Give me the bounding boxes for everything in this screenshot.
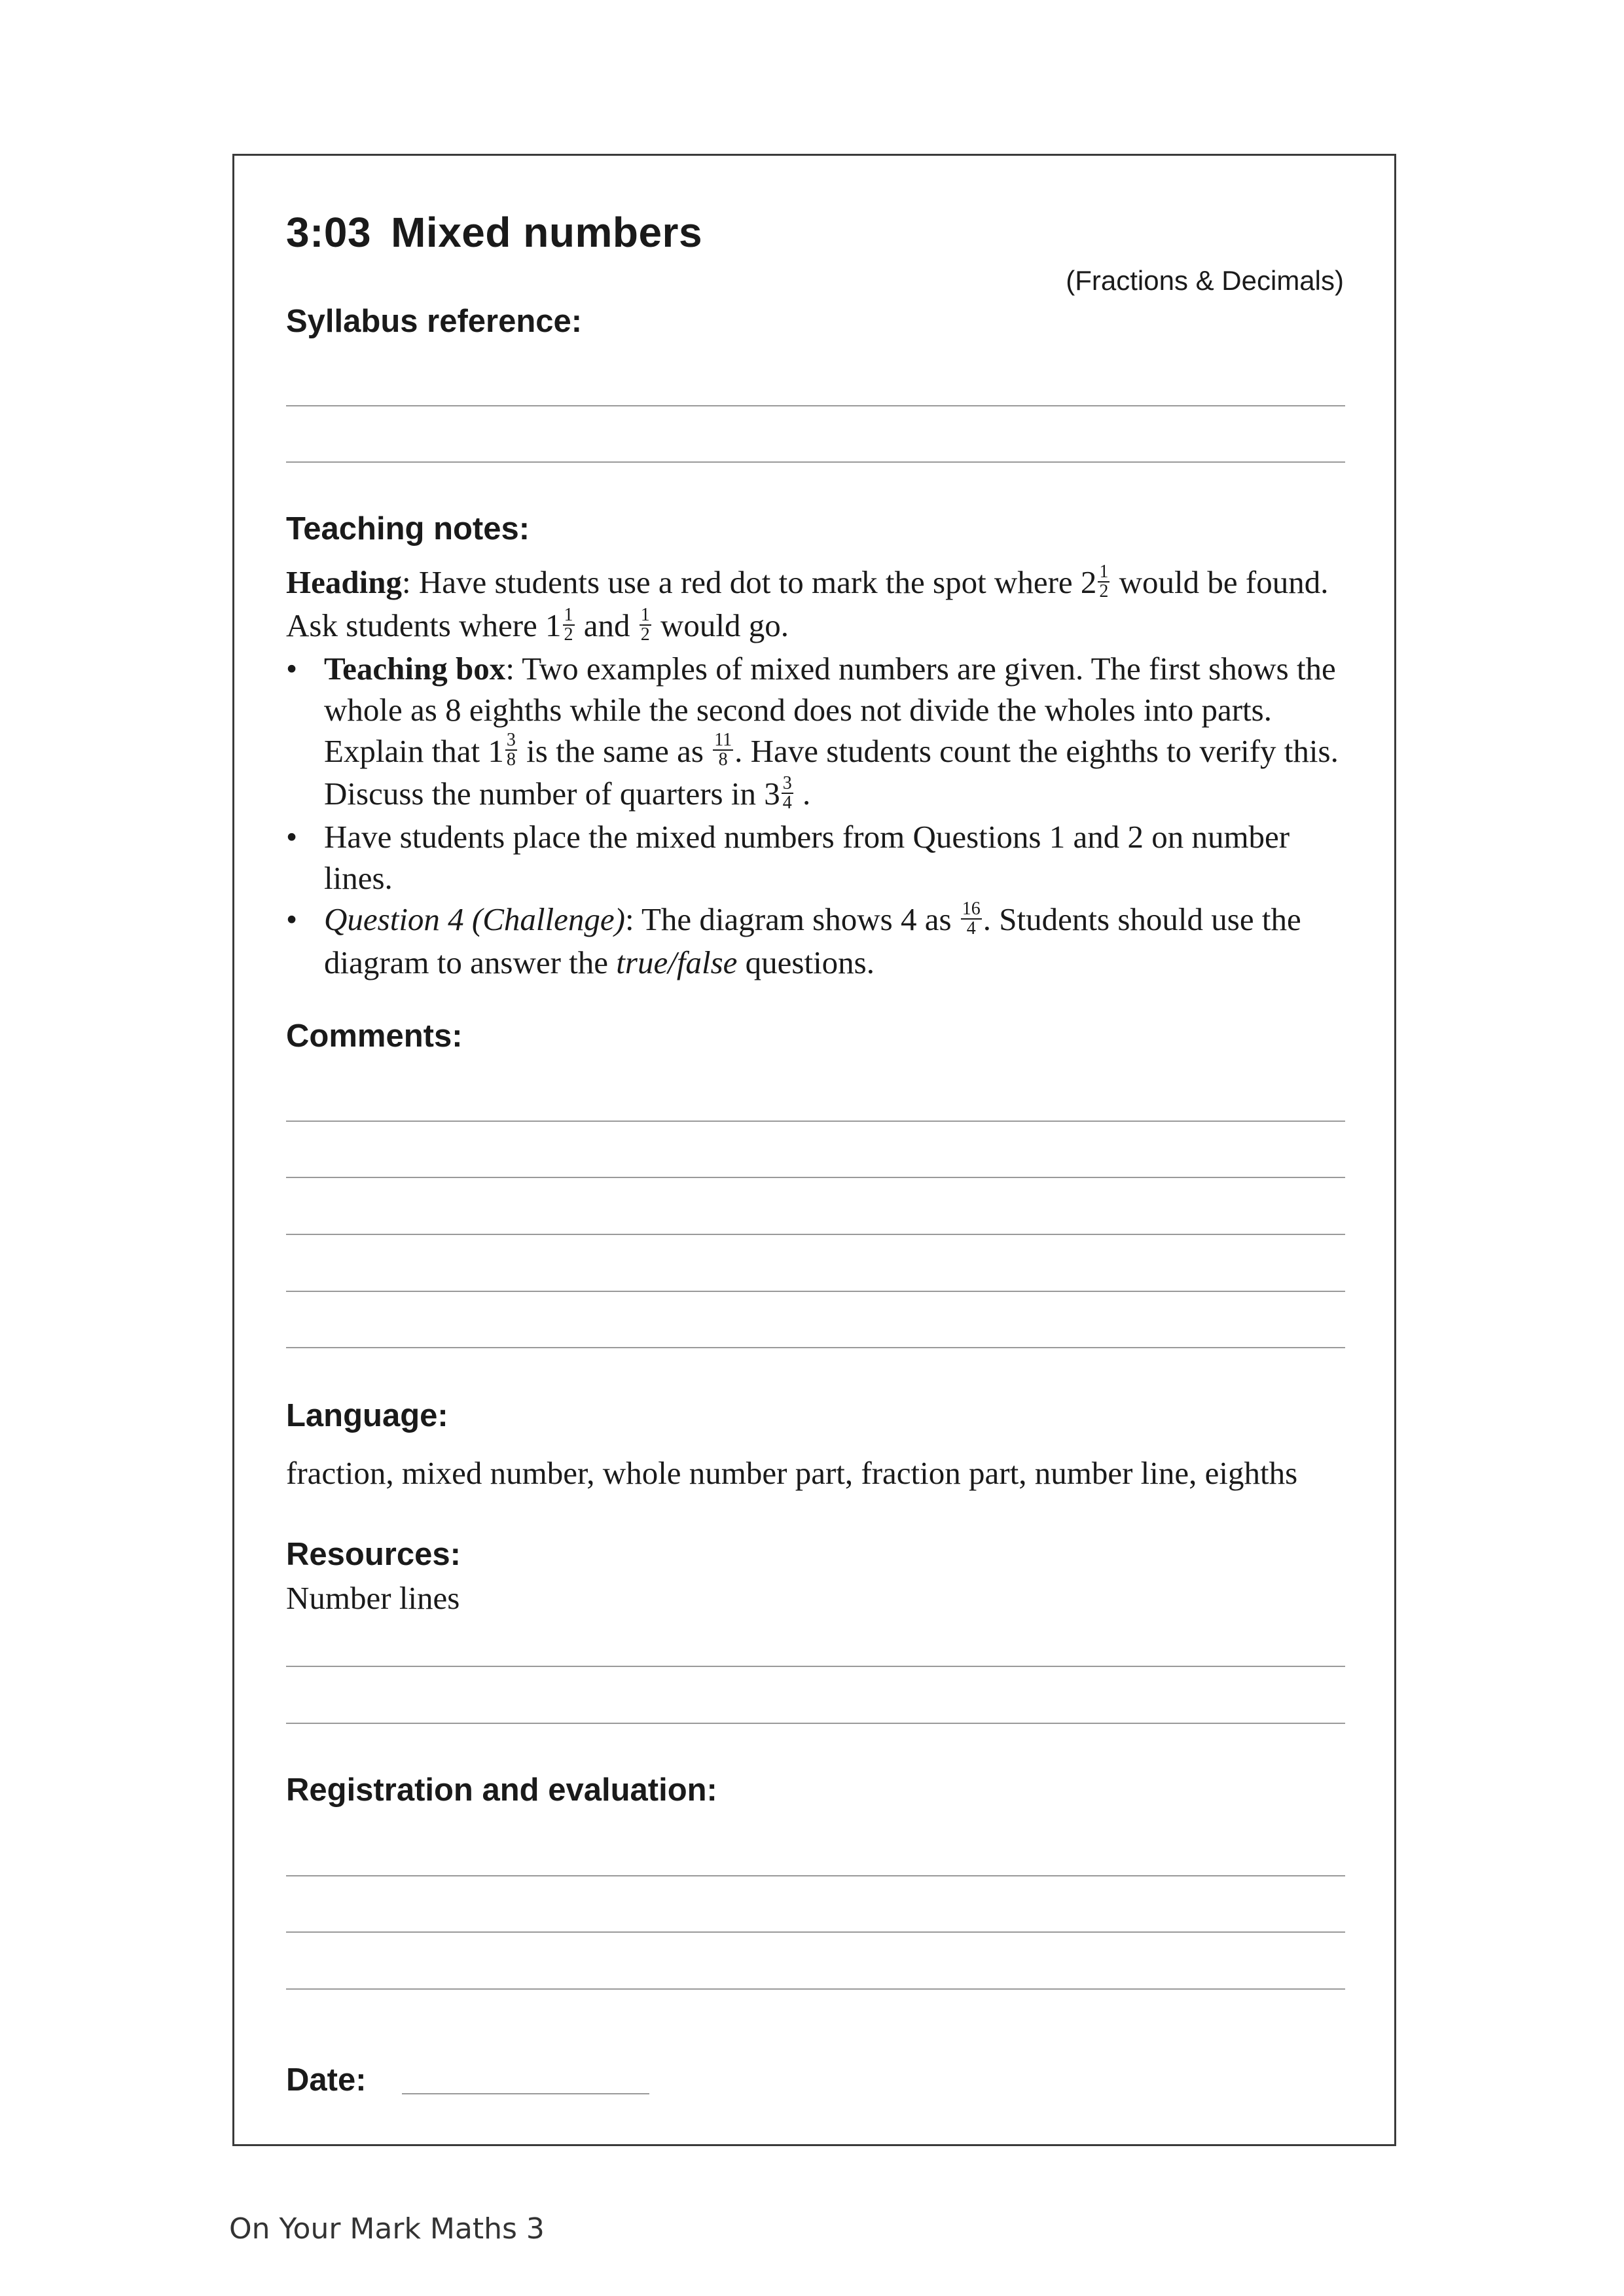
resources-line-1[interactable] <box>286 1666 1345 1667</box>
numerator: 16 <box>962 898 981 919</box>
teaching-notes-heading: Teaching notes: <box>286 511 530 547</box>
bullet-icon: • <box>286 819 298 855</box>
language-text: fraction, mixed number, whole number part, fraction part, number line, eighths <box>286 1455 1298 1491</box>
notes-text: is the same as <box>518 732 712 769</box>
true-false-italic: true/false <box>616 944 738 980</box>
notes-text: would go. <box>652 607 789 643</box>
fraction-three-eighths <box>505 731 517 769</box>
syllabus-line-2[interactable] <box>286 461 1345 463</box>
fraction-eleven-eighths <box>713 731 733 769</box>
date-line[interactable] <box>402 2093 649 2094</box>
notes-text: . Students should use the diagram to answer the <box>324 901 1301 980</box>
notes-text: : Have students use a red dot to mark the spot where 2 <box>401 564 1097 600</box>
denominator: 8 <box>506 749 516 770</box>
denominator: 2 <box>564 624 573 645</box>
numerator: 1 <box>640 604 650 625</box>
notes-text: Have students place the mixed numbers from Questions 1 and 2 on number lines. <box>324 819 1290 896</box>
numerator: 1 <box>564 604 573 625</box>
question-4-label: Question 4 (Challenge) <box>324 901 625 937</box>
syllabus-heading: Syllabus reference: <box>286 304 583 339</box>
list-item <box>286 648 1360 817</box>
list-item <box>286 899 1360 983</box>
notes-heading-label: Heading <box>286 564 402 600</box>
page-frame <box>232 154 1396 2146</box>
title-text: Mixed numbers <box>391 209 703 256</box>
resources-heading: Resources: <box>286 1537 461 1572</box>
comments-line-1[interactable] <box>286 1121 1345 1122</box>
date-heading: Date: <box>286 2062 367 2098</box>
denominator: 2 <box>1099 581 1109 601</box>
notes-text: . Have students count the eighths to verify this. Discuss the number of quarters in 3 <box>324 732 1339 812</box>
comments-line-4[interactable] <box>286 1291 1345 1292</box>
topic-label: (Fractions & Decimals) <box>1066 265 1344 296</box>
registration-line-1[interactable] <box>286 1875 1345 1876</box>
registration-line-3[interactable] <box>286 1988 1345 1990</box>
numerator: 3 <box>506 730 516 751</box>
notes-text: : Two examples of mixed numbers are given. The first shows the whole as 8 eighths while the second does not divide the wholes into parts. Explain that 1 <box>324 650 1336 769</box>
language-heading: Language: <box>286 1398 448 1433</box>
notes-text: would be found. Ask students where 1 <box>286 564 1329 643</box>
list-item <box>286 816 1360 899</box>
notes-heading-paragraph <box>286 562 1360 648</box>
resources-text: Number lines <box>286 1580 460 1616</box>
comments-line-5[interactable] <box>286 1347 1345 1348</box>
comments-line-2[interactable] <box>286 1177 1345 1178</box>
notes-text: and <box>575 607 638 643</box>
fraction-one-half <box>1098 563 1110 601</box>
fraction-sixteen-quarters <box>961 900 982 938</box>
fraction-one-half <box>563 606 575 644</box>
comments-heading: Comments: <box>286 1018 463 1054</box>
page-title <box>286 208 702 257</box>
denominator: 4 <box>966 918 976 939</box>
denominator: 8 <box>718 749 728 770</box>
teaching-notes-body <box>286 562 1360 983</box>
notes-bullet-list <box>286 648 1360 983</box>
denominator: 2 <box>640 624 650 645</box>
resources-line-2[interactable] <box>286 1723 1345 1724</box>
bullet-icon: • <box>286 650 298 687</box>
registration-heading: Registration and evaluation: <box>286 1772 717 1808</box>
notes-text: . <box>794 776 811 812</box>
title-number: 3:03 <box>286 209 372 256</box>
denominator: 4 <box>782 793 792 813</box>
footer-text: On Your Mark Maths 3 <box>229 2212 545 2246</box>
notes-text: : The diagram shows 4 as <box>624 901 960 937</box>
notes-text: questions. <box>737 944 875 980</box>
syllabus-line-1[interactable] <box>286 405 1345 406</box>
teaching-box-label: Teaching box <box>324 650 506 687</box>
numerator: 3 <box>782 773 792 793</box>
fraction-one-half <box>640 606 651 644</box>
registration-line-2[interactable] <box>286 1931 1345 1933</box>
numerator: 1 <box>1099 561 1109 582</box>
numerator: 11 <box>714 730 732 751</box>
bullet-icon: • <box>286 901 298 937</box>
comments-line-3[interactable] <box>286 1234 1345 1235</box>
fraction-three-quarters <box>782 774 793 812</box>
